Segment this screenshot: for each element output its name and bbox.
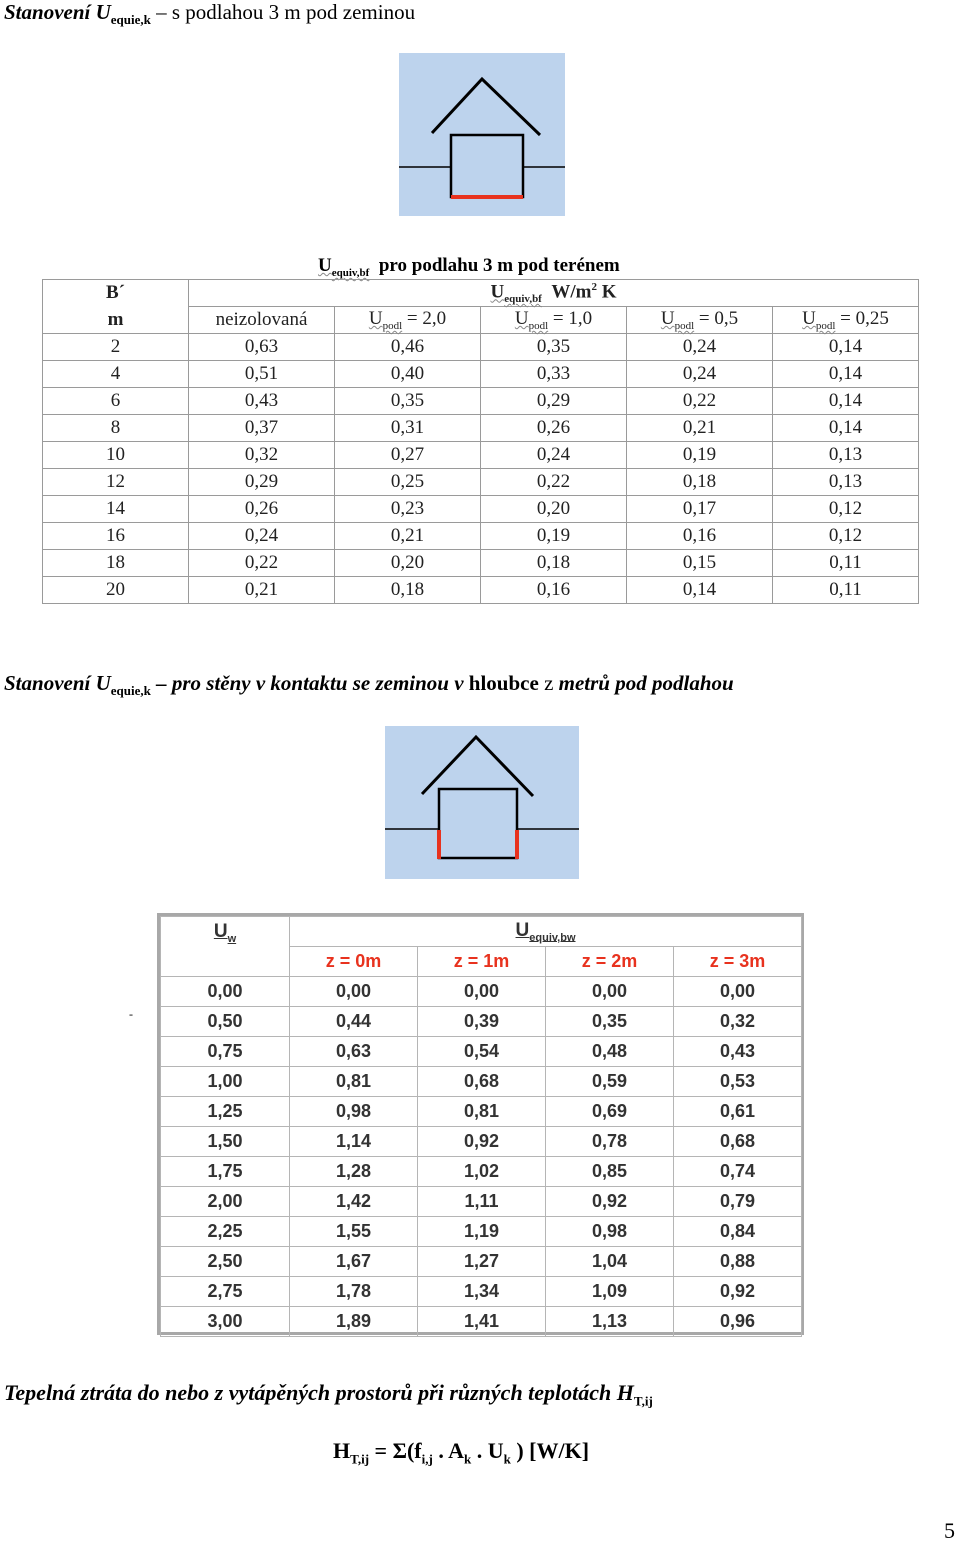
table2-cell: 0,78 <box>546 1127 674 1157</box>
table2-cell: 1,13 <box>546 1307 674 1337</box>
table1-cell: 0,35 <box>335 388 481 415</box>
table1-cell: 0,14 <box>773 415 919 442</box>
floor-diagram <box>399 53 565 216</box>
table2-row <box>161 1097 802 1127</box>
table2-cell: 0,92 <box>674 1277 802 1307</box>
table1-row <box>43 550 919 577</box>
table2-cell: 1,27 <box>418 1247 546 1277</box>
table2-z-header: z = 1m <box>418 947 546 977</box>
table1-cell: 8 <box>43 415 189 442</box>
heading-walls-z: z <box>538 671 559 695</box>
table2-cell: 1,55 <box>290 1217 418 1247</box>
table1-cell: 0,21 <box>627 415 773 442</box>
table1-cell: 2 <box>43 334 189 361</box>
table2-cell: 3,00 <box>161 1307 290 1337</box>
table2-cell: 0,68 <box>418 1067 546 1097</box>
table2-cell: 0,00 <box>290 977 418 1007</box>
formula-a-sub: k <box>464 1451 472 1467</box>
heading-heat-loss-text: Tepelná ztráta do nebo z vytápěných prostorů při různých teplotách H <box>4 1380 634 1405</box>
formula-eq: = Σ(f <box>369 1438 422 1463</box>
table1-cell: 0,20 <box>481 496 627 523</box>
table2-cell: 0,48 <box>546 1037 674 1067</box>
table2-cell: 0,00 <box>418 977 546 1007</box>
table2-cell: 0,00 <box>546 977 674 1007</box>
table2-cell: 0,32 <box>674 1007 802 1037</box>
table1-subheader-val: = 0,25 <box>840 308 889 330</box>
heading-walls <box>4 671 734 699</box>
table2-cell: 0,61 <box>674 1097 802 1127</box>
table1-cell: 0,37 <box>189 415 335 442</box>
table2-cell: 0,63 <box>290 1037 418 1067</box>
table1-caption <box>318 255 620 279</box>
table2-row <box>161 1127 802 1157</box>
table1-cell: 0,21 <box>189 577 335 604</box>
table1-cell: 0,22 <box>627 388 773 415</box>
table2-row <box>161 1217 802 1247</box>
table1-subheader-u: U <box>368 308 383 330</box>
table2-cell: 0,98 <box>290 1097 418 1127</box>
formula-f-sub: i,j <box>421 1451 433 1467</box>
stray-dash: - <box>129 1007 133 1021</box>
table1-subheader <box>335 307 481 334</box>
table1-cell: 0,19 <box>481 523 627 550</box>
table2-col-uw <box>161 917 290 977</box>
table2-cell: 0,50 <box>161 1007 290 1037</box>
table1-row <box>43 415 919 442</box>
table1-subheader-label: neizolovaná <box>215 309 308 330</box>
table1-subheader-sub: podl <box>674 319 695 332</box>
table2-cell: 1,67 <box>290 1247 418 1277</box>
table2-cell: 0,98 <box>546 1217 674 1247</box>
table2-cell: 0,59 <box>546 1067 674 1097</box>
table2-cell: 2,25 <box>161 1217 290 1247</box>
table1-caption-sub: equiv,bf <box>331 266 370 279</box>
table1-subheader-sub: podl <box>382 319 403 332</box>
table1-cell: 0,14 <box>773 361 919 388</box>
heading-walls-suffix: metrů pod podlahou <box>558 671 734 695</box>
table1-cell: 0,51 <box>189 361 335 388</box>
table1-col-b-line2: m <box>107 308 124 330</box>
table2-cell: 0,44 <box>290 1007 418 1037</box>
table2-cell: 1,14 <box>290 1127 418 1157</box>
table2-group-sub: equiv,bw <box>529 931 576 944</box>
table1-subheader-row <box>43 307 919 334</box>
walls-u-table-frame <box>157 913 804 1335</box>
heading-floor-prefix: Stanovení U <box>4 0 111 24</box>
table1-cell: 0,16 <box>481 577 627 604</box>
table2-group-header <box>290 917 802 947</box>
table1-group-u: U <box>490 281 505 303</box>
table2-cell: 1,00 <box>161 1067 290 1097</box>
table1-cell: 0,18 <box>627 469 773 496</box>
table1-cell: 0,16 <box>627 523 773 550</box>
table1-cell: 6 <box>43 388 189 415</box>
table2-cell: 1,41 <box>418 1307 546 1337</box>
table1-row <box>43 388 919 415</box>
walls-u-table <box>160 916 802 1337</box>
table1-cell: 0,29 <box>189 469 335 496</box>
table2-cell: 1,11 <box>418 1187 546 1217</box>
table2-row <box>161 1247 802 1277</box>
heading-floor-suffix: – s podlahou 3 m pod zeminou <box>150 0 416 24</box>
table1-cell: 0,43 <box>189 388 335 415</box>
table2-cell: 0,79 <box>674 1187 802 1217</box>
table2-z-header: z = 0m <box>290 947 418 977</box>
table2-cell: 1,89 <box>290 1307 418 1337</box>
table2-z-header: z = 2m <box>546 947 674 977</box>
heading-floor-sub: equie,k <box>110 12 151 28</box>
table2-cell: 0,00 <box>161 977 290 1007</box>
table2-cell: 0,43 <box>674 1037 802 1067</box>
table1-cell: 0,11 <box>773 550 919 577</box>
table1-caption-u: U <box>318 255 332 276</box>
table1-cell: 0,26 <box>189 496 335 523</box>
table1-cell: 0,12 <box>773 496 919 523</box>
table1-group-header <box>189 280 919 307</box>
table1-cell: 16 <box>43 523 189 550</box>
table1-cell: 0,27 <box>335 442 481 469</box>
table1-cell: 0,26 <box>481 415 627 442</box>
table1-cell: 0,46 <box>335 334 481 361</box>
table1-subheader <box>189 307 335 334</box>
table2-cell: 0,69 <box>546 1097 674 1127</box>
table2-cell: 0,85 <box>546 1157 674 1187</box>
table1-cell: 0,18 <box>335 577 481 604</box>
table1-cell: 0,31 <box>335 415 481 442</box>
heading-walls-prefix: Stanovení U <box>4 671 111 695</box>
table1-group-unit: W/m <box>551 281 592 303</box>
table1-cell: 0,24 <box>627 361 773 388</box>
table2-cell: 1,42 <box>290 1187 418 1217</box>
heading-walls-sub: equie,k <box>110 683 151 699</box>
table1-col-b-line1: B´ <box>106 282 125 304</box>
table1-body <box>43 334 919 604</box>
table1-cell: 0,24 <box>189 523 335 550</box>
formula-u: . U <box>471 1438 504 1463</box>
table2-row <box>161 977 802 1007</box>
table1-row <box>43 469 919 496</box>
table1-cell: 0,11 <box>773 577 919 604</box>
table1-cell: 4 <box>43 361 189 388</box>
formula-end: ) [W/K] <box>510 1438 590 1463</box>
table1-cell: 20 <box>43 577 189 604</box>
table2-cell: 0,88 <box>674 1247 802 1277</box>
heading-walls-mid: – pro stěny v kontaktu se zeminou v <box>150 671 469 695</box>
table2-col-uw-sub: w <box>227 932 237 945</box>
house-floor-icon <box>399 53 565 216</box>
table1-subheader <box>481 307 627 334</box>
heading-heat-loss <box>4 1380 653 1409</box>
heading-walls-hloubce: hloubce <box>468 671 539 695</box>
heat-loss-formula <box>333 1438 589 1467</box>
table2-cell: 0,53 <box>674 1067 802 1097</box>
table2-row <box>161 1187 802 1217</box>
table1-cell: 0,22 <box>481 469 627 496</box>
table2-cell: 0,35 <box>546 1007 674 1037</box>
table2-cell: 1,04 <box>546 1247 674 1277</box>
table1-cell: 0,12 <box>773 523 919 550</box>
table2-cell: 0,92 <box>418 1127 546 1157</box>
table1-cell: 0,35 <box>481 334 627 361</box>
table2-cell: 1,78 <box>290 1277 418 1307</box>
table2-row <box>161 1067 802 1097</box>
table2-cell: 2,50 <box>161 1247 290 1277</box>
table1-cell: 0,17 <box>627 496 773 523</box>
table2-z-header: z = 3m <box>674 947 802 977</box>
table1-cell: 0,22 <box>189 550 335 577</box>
table2-cell: 1,09 <box>546 1277 674 1307</box>
table1-cell: 0,40 <box>335 361 481 388</box>
table1-cell: 0,21 <box>335 523 481 550</box>
table1-subheader-u: U <box>802 308 816 330</box>
table1-row <box>43 361 919 388</box>
table1-cell: 0,13 <box>773 469 919 496</box>
table2-cell: 0,00 <box>674 977 802 1007</box>
table2-cell: 1,02 <box>418 1157 546 1187</box>
table1-cell: 12 <box>43 469 189 496</box>
formula-h: H <box>333 1438 351 1463</box>
table1-cell: 14 <box>43 496 189 523</box>
table2-cell: 1,28 <box>290 1157 418 1187</box>
table2-row <box>161 1307 802 1337</box>
table2-cell: 1,34 <box>418 1277 546 1307</box>
table2-cell: 0,74 <box>674 1157 802 1187</box>
table2-col-uw-u: U <box>213 921 228 942</box>
table1-row <box>43 334 919 361</box>
table2-cell: 0,39 <box>418 1007 546 1037</box>
table1-group-unit-k: K <box>596 281 617 303</box>
table1-cell: 0,15 <box>627 550 773 577</box>
table1-cell: 10 <box>43 442 189 469</box>
table2-cell: 0,68 <box>674 1127 802 1157</box>
table1-row <box>43 442 919 469</box>
table1-caption-rest: pro podlahu 3 m pod terénem <box>378 255 620 276</box>
table1-cell: 0,24 <box>627 334 773 361</box>
table2-row <box>161 1007 802 1037</box>
house-walls-icon <box>385 726 579 879</box>
table1-cell: 0,14 <box>773 334 919 361</box>
table1-subheader-val: = 2,0 <box>406 308 447 330</box>
table1-subheader <box>627 307 773 334</box>
table1-subheader-sub: podl <box>528 319 549 332</box>
formula-a: . A <box>432 1438 464 1463</box>
table1-header-row <box>43 280 919 307</box>
table1-cell: 0,20 <box>335 550 481 577</box>
table1-cell: 0,23 <box>335 496 481 523</box>
table1-cell: 0,14 <box>773 388 919 415</box>
formula-h-sub: T,ij <box>350 1451 370 1467</box>
table1-subheader-u: U <box>514 308 529 330</box>
table2-cell: 0,54 <box>418 1037 546 1067</box>
table2-cell: 1,50 <box>161 1127 290 1157</box>
table1-cell: 0,29 <box>481 388 627 415</box>
table1-cell: 0,19 <box>627 442 773 469</box>
formula-u-sub: k <box>503 1451 511 1467</box>
table2-row <box>161 1037 802 1067</box>
table2-cell: 0,81 <box>290 1067 418 1097</box>
table2-cell: 0,92 <box>546 1187 674 1217</box>
table2-cell: 0,84 <box>674 1217 802 1247</box>
table1-subheader-sub: podl <box>815 319 836 332</box>
table1-cell: 0,18 <box>481 550 627 577</box>
table2-cell: 1,19 <box>418 1217 546 1247</box>
table1-cell: 0,25 <box>335 469 481 496</box>
table1-cell: 0,63 <box>189 334 335 361</box>
floor-u-table <box>42 279 919 604</box>
table2-body <box>161 977 802 1337</box>
table1-cell: 0,14 <box>627 577 773 604</box>
table1-row <box>43 496 919 523</box>
table1-col-b-label <box>43 280 189 307</box>
table1-group-sub: equiv,bf <box>504 293 542 306</box>
table2-row <box>161 1157 802 1187</box>
table2-group-u: U <box>515 919 530 941</box>
table1-subheader-u: U <box>660 308 675 330</box>
table2-header-row <box>161 917 802 947</box>
table1-subheader <box>773 307 919 334</box>
table2-cell: 0,75 <box>161 1037 290 1067</box>
table1-row <box>43 577 919 604</box>
table2-cell: 0,96 <box>674 1307 802 1337</box>
table2-cell: 1,25 <box>161 1097 290 1127</box>
table1-group-unit-sup: 2 <box>591 280 597 293</box>
table1-cell: 0,13 <box>773 442 919 469</box>
table1-cell: 18 <box>43 550 189 577</box>
table2-cell: 2,75 <box>161 1277 290 1307</box>
table1-subheader-val: = 1,0 <box>552 308 593 330</box>
table2-cell: 0,81 <box>418 1097 546 1127</box>
heading-heat-loss-sub: T,ij <box>633 1393 653 1409</box>
table2-cell: 2,00 <box>161 1187 290 1217</box>
table1-cell: 0,24 <box>481 442 627 469</box>
table1-cell: 0,33 <box>481 361 627 388</box>
table1-col-b-unit <box>43 307 189 334</box>
table2-row <box>161 1277 802 1307</box>
table1-cell: 0,32 <box>189 442 335 469</box>
heading-floor <box>4 0 415 28</box>
walls-diagram <box>385 726 579 879</box>
page-number: 5 <box>944 1518 955 1543</box>
table1-subheader-val: = 0,5 <box>698 308 739 330</box>
table1-row <box>43 523 919 550</box>
table2-cell: 1,75 <box>161 1157 290 1187</box>
